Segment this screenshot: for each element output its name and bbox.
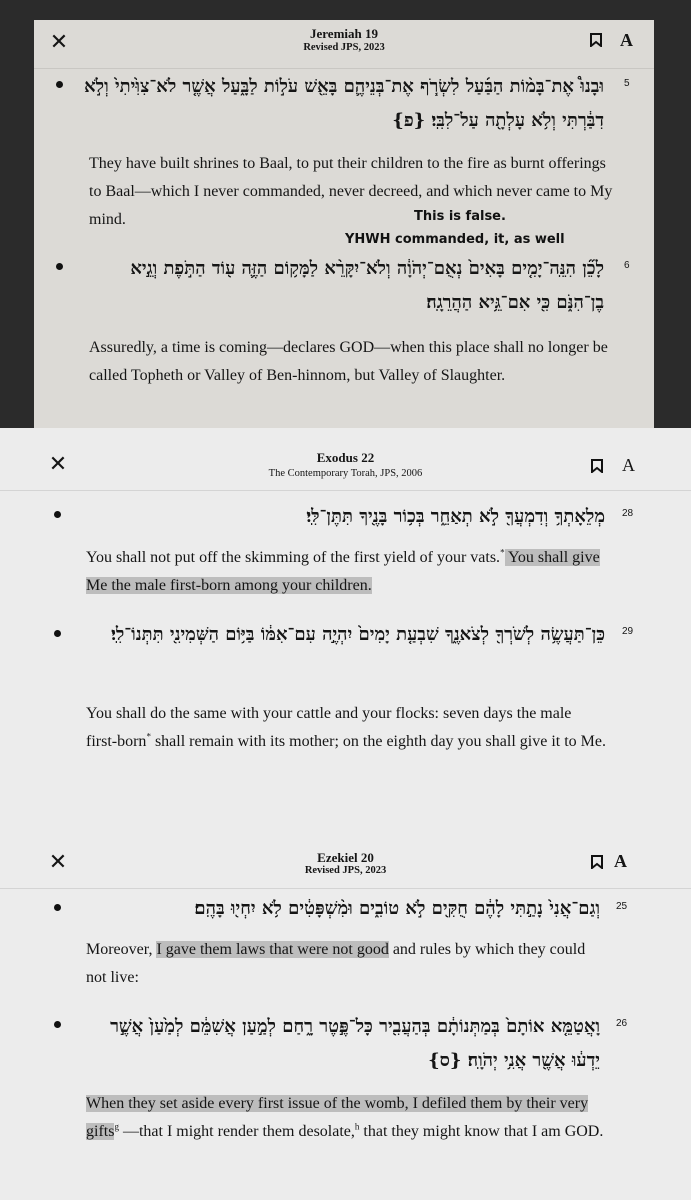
verse-text-part: You shall do the same with your cattle and your flocks: seven days the male first-born xyxy=(86,705,572,750)
font-size-icon[interactable]: A xyxy=(622,455,635,475)
verse-number: 5 xyxy=(624,78,630,89)
english-verse-text: They have built shrines to Baal, to put their children to the fire as burnt offerings to Baal—which I never commanded, never decreed, and which never came to My mind. xyxy=(89,155,613,228)
translation-subtitle: Revised JPS, 2023 xyxy=(304,865,387,876)
verse-number: 6 xyxy=(624,260,630,271)
reader-header xyxy=(0,428,691,491)
verse-text-part: Moreover, xyxy=(86,941,157,958)
bookmark-icon[interactable] xyxy=(591,855,603,869)
translation-subtitle: The Contemporary Torah, JPS, 2006 xyxy=(268,468,423,479)
bookmark-icon[interactable] xyxy=(591,459,603,473)
chapter-title: Exodus 22 xyxy=(316,450,375,465)
jeremiah-screenshot xyxy=(0,0,691,428)
footnote-mark[interactable]: * xyxy=(146,731,151,742)
verse-text-part: that they might know that I am GOD. xyxy=(359,1123,604,1140)
highlighted-text: I gave them laws that were not good xyxy=(156,941,389,958)
english-verse-text: Assuredly, a time is coming—declares GOD—when this place shall no longer be called Topheth or Valley of Ben-hinnom, but Valley of Slaughter. xyxy=(89,339,608,384)
hebrew-verse-text: וָאֲטַמֵּ֤א אוֹתָם֙ בְּמַתְּנוֹתָ֔ם בְּהַעֲבִ֖יר כָּל־פֶּ֣טֶר רָ֑חַם לְמַ֣עַן אֲשִׁמֵּ֔ם לְמַ֙עַן֙ אֲשֶׁ֣ר יֵדְע֔וּ אֲשֶׁ֖ר אֲנִ֥י יְהֹוָֽה׃ {ס} xyxy=(110,1016,600,1071)
verse-bullet xyxy=(54,511,61,518)
verse-number: 28 xyxy=(622,508,634,519)
reader-header xyxy=(34,20,654,69)
verse-text-part: You shall not put off the skimming of the first yield of your vats. xyxy=(86,549,501,566)
footnote-mark[interactable]: * xyxy=(500,547,505,558)
hebrew-verse-text: וּבָנוּ֩ אֶת־בָּמ֨וֹת הַבַּ֜עַל לִשְׂרֹ֧ף אֶת־בְּנֵיהֶ֛ם בָּאֵ֖שׁ עֹל֣וֹת לַבָּ֑עַל אֲשֶׁ֤ר לֹא־צִוִּ֙יתִי֙ וְלֹ֣א דִבַּ֔רְתִּי וְלֹ֥א עָלְתָ֖ה עַל־לִבִּֽי׃ {פ} xyxy=(84,76,604,131)
jeremiah-reader xyxy=(34,20,654,428)
footnote-mark[interactable]: h xyxy=(354,1121,360,1132)
verse-text-part: shall remain with its mother; on the eighth day you shall give it to Me. xyxy=(150,733,606,750)
translation-subtitle: Revised JPS, 2023 xyxy=(303,42,385,53)
english-verse-text xyxy=(86,936,606,992)
english-verse-text xyxy=(86,1090,606,1146)
hebrew-verse-text: כֵּן־תַּעֲשֶׂ֥ה לְשֹׁרְךָ֖ לְצֹאנֶ֑ךָ שִׁבְעַ֤ת יָמִים֙ יִהְיֶ֣ה עִם־אִמּ֔וֹ בַּיּ֥וֹם הַשְּׁמִינִ֖י תִּתְּנוֹ־לִֽי׃ xyxy=(111,624,605,645)
verse-text-part: —that I might render them desolate, xyxy=(118,1123,355,1140)
ezekiel-reader xyxy=(0,840,691,1200)
verse-bullet xyxy=(54,630,61,637)
verse-number: 25 xyxy=(616,901,628,912)
footnote-mark[interactable]: g xyxy=(114,1121,119,1132)
close-icon[interactable]: ✕ xyxy=(48,850,68,875)
reader-header xyxy=(0,840,691,889)
annotation-text: YHWH commanded, it, as well xyxy=(345,232,565,247)
close-icon[interactable]: ✕ xyxy=(49,30,69,55)
verse-bullet xyxy=(56,263,63,270)
close-icon[interactable]: ✕ xyxy=(48,452,68,477)
verse-number: 29 xyxy=(622,626,634,637)
hebrew-verse-text: וְגַם־אֲנִי֙ נָתַ֣תִּי לָהֶ֔ם חֻקִּ֖ים לֹ֣א טוֹבִ֑ים וּמִ֨שְׁפָּטִ֔ים לֹ֥א יִחְי֖וּ בָּהֶֽם׃ xyxy=(194,898,600,919)
chapter-title: Jeremiah 19 xyxy=(310,26,378,41)
verse-number: 26 xyxy=(616,1018,628,1029)
verse-bullet xyxy=(54,1021,61,1028)
hebrew-verse-text: מְלֵאָתְךָ֥ וְדִמְעֲךָ֖ לֹ֣א תְאַחֵ֑ר בְּכ֥וֹר בָּנֶ֖יךָ תִּתֶּן־לִּֽי׃ xyxy=(306,506,605,527)
font-size-icon[interactable]: A xyxy=(620,30,633,50)
verse-bullet xyxy=(54,904,61,911)
english-verse-text xyxy=(86,544,606,600)
chapter-title: Ezekiel 20 xyxy=(317,850,374,865)
font-size-icon[interactable]: A xyxy=(614,851,627,871)
annotation-text: This is false. xyxy=(414,209,506,224)
verse-bullet xyxy=(56,81,63,88)
highlighted-text: You shall give Me the male first-born among your children. xyxy=(86,549,600,594)
bookmark-icon[interactable] xyxy=(590,33,602,47)
highlighted-text: When they set aside every first issue of the womb, I defiled them by their very gifts xyxy=(86,1095,589,1140)
verse-text-part: and rules by which they could not live: xyxy=(86,941,586,986)
exodus-reader xyxy=(0,428,691,840)
english-verse-text xyxy=(86,700,606,756)
hebrew-verse-text: לָכֵ֞ן הִנֵּֽה־יָמִ֤ים בָּאִים֙ נְאֻם־יְהֹוָ֔ה וְלֹא־יִקָּרֵ֨א לַמָּק֥וֹם הַזֶּ֛ה ע֖וֹד הַתֹּ֣פֶת וְגֵ֣יא בֶן־הִנֹּ֑ם כִּ֖י אִם־גֵּ֥יא הַהֲרֵגָֽה׃ xyxy=(130,258,604,313)
